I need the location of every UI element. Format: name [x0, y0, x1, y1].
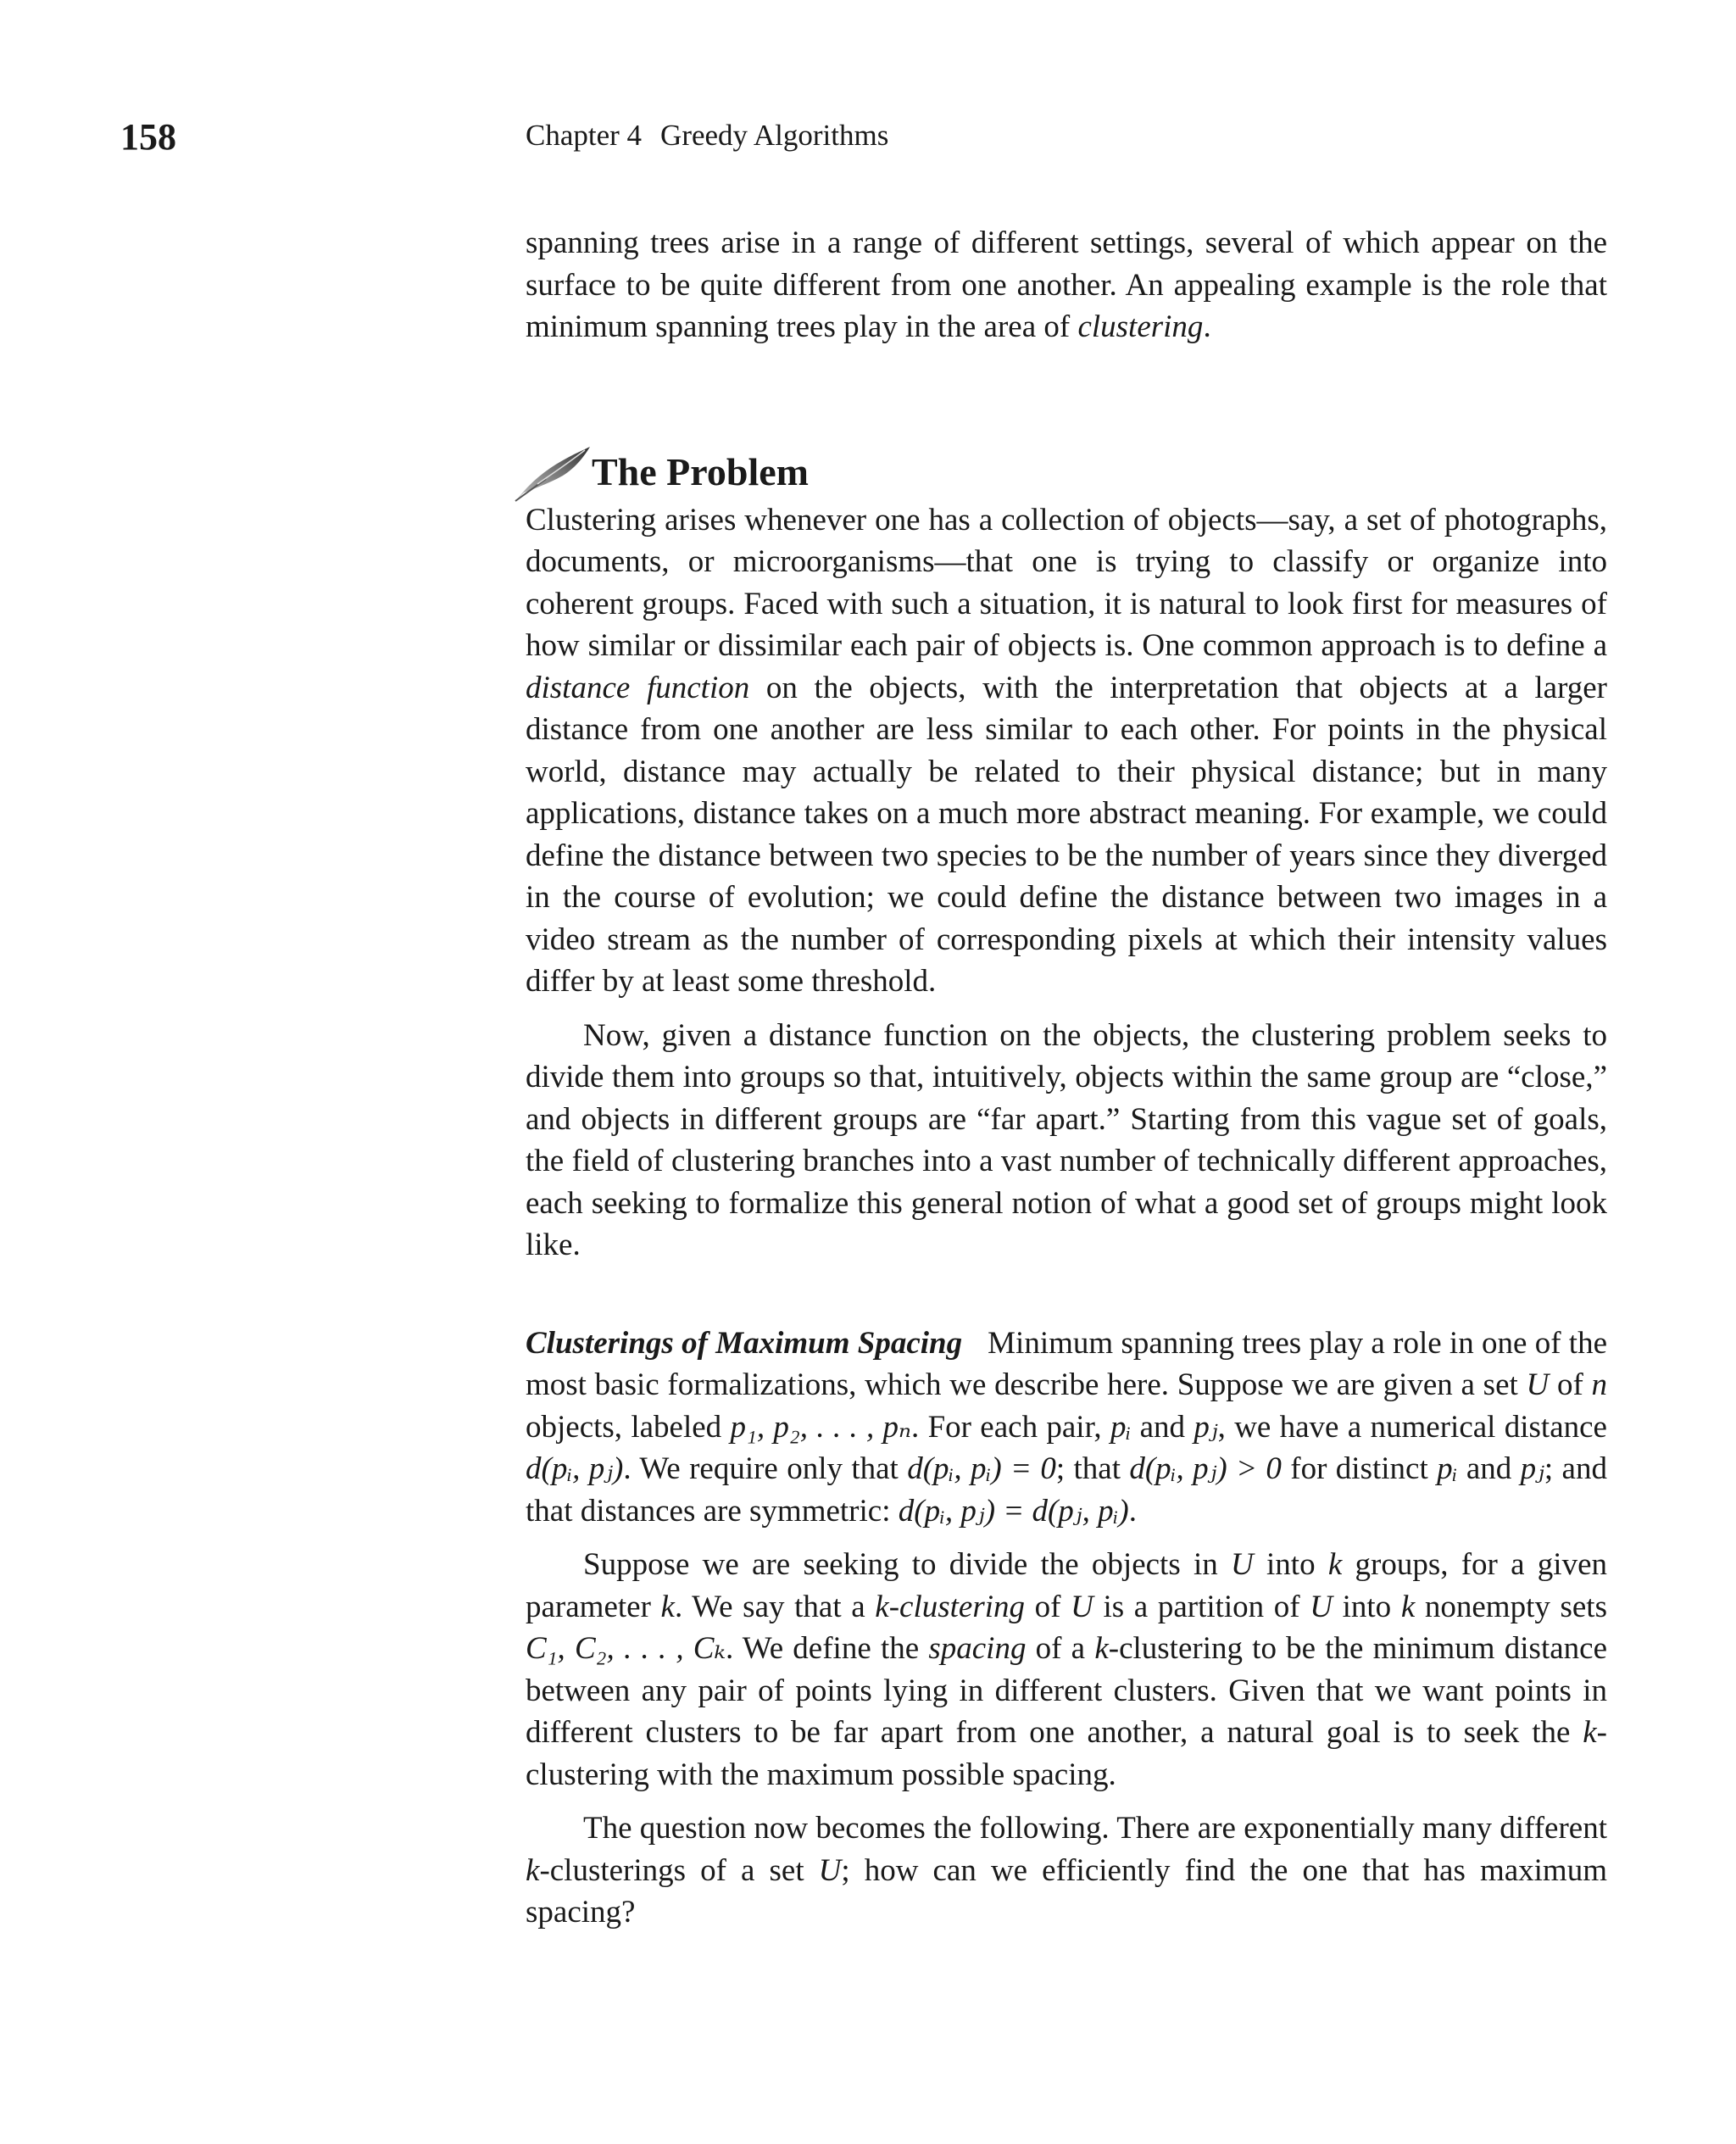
- problem-paragraph-2: Now, given a distance function on the objects, the clustering problem seeks to divide them into groups so that, intuitively, objects within the same group are “close,” and objects in different groups are “far apart.” Starting from this vague set of goals, the field of clustering branches into a vast number of technically different approaches, each seeking to formalize this general notion of what a good set of groups might look like.: [526, 1017, 1607, 1262]
- page-body: [526, 222, 1607, 1934]
- spacing-paragraph-2: Suppose we are seeking to divide the objects in U into k groups, for a given parameter k. We say that a k-clustering of U is a partition of U into k nonempty sets C₁, C₂, . . . , Cₖ. We define the spacing of a k-clustering to be the minimum distance between any pair of points lying in different clusters. Given that we want points in different clusters to be far apart from one another, a natural goal is to seek the k-clustering with the maximum possible spacing.: [526, 1547, 1607, 1792]
- section-heading: [526, 447, 1607, 499]
- running-head: [526, 117, 888, 154]
- problem-paragraph-1: Clustering arises whenever one has a collection of objects—say, a set of photographs, documents, or microorganisms—that one is trying to classify or organize into coherent groups. Faced with such a situation, it is natural to look first for measures of how similar or dissimilar each pair of objects is. One common approach is to define a distance function on the objects, with the interpretation that objects at a larger distance from one another are less similar to each other. For points in the physical world, distance may actually be related to their physical distance; but in many applications, distance takes on a much more abstract meaning. For example, we could define the distance between two species to be the number of years since they diverged in the course of evolution; we could define the distance between two images in a video stream as the number of corresponding pixels at which their intensity values differ by at least some threshold.: [526, 502, 1607, 999]
- chapter-title: Greedy Algorithms: [660, 119, 889, 152]
- subsection-title: Clusterings of Maximum Spacing: [526, 1325, 963, 1361]
- quill-icon: [512, 442, 593, 503]
- spacing-paragraph-3: The question now becomes the following. There are exponentially many different k-clusterings of a set U; how can we efficiently find the one that has maximum spacing?: [526, 1811, 1607, 1930]
- spacing-paragraph-1: Clusterings of Maximum Spacing Minimum spanning trees play a role in one of the most basic formalizations, which we describe here. Suppose we are given a set U of n objects, labeled p₁, p₂, . . . , pₙ. For each pair, pᵢ and pⱼ, we have a numerical distance d(pᵢ, pⱼ). We require only that d(pᵢ, pᵢ) = 0; that d(pᵢ, pⱼ) > 0 for distinct pᵢ and pⱼ; and that distances are symmetric: d(pᵢ, pⱼ) = d(pⱼ, pᵢ).: [526, 1325, 1607, 1529]
- intro-paragraph: spanning trees arise in a range of different settings, several of which appear on the surface to be quite different from one another. An appealing example is the role that minimum spanning trees play in the area of clustering.: [526, 226, 1607, 344]
- chapter-label: Chapter 4: [526, 119, 643, 152]
- page-number: 158: [120, 116, 176, 158]
- section-title: The Problem: [592, 449, 809, 493]
